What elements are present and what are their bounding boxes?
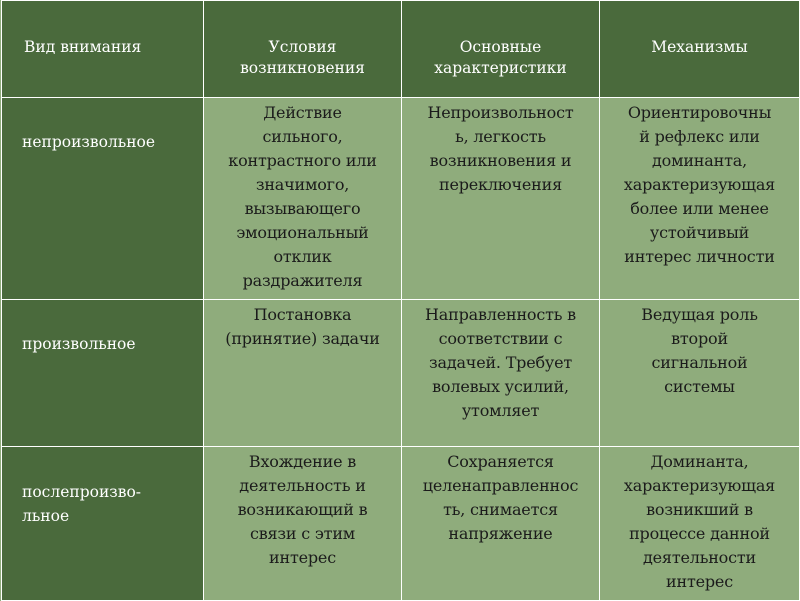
mechanisms-cell: Доминанта, характеризующая возникший в процессе данной деятельности интерес (600, 447, 800, 601)
header-row (2, 1, 800, 98)
header-characteristics: Основные характеристики (402, 1, 600, 98)
conditions-cell: Действие сильного, контрастного или значимого, вызывающего эмоциональный отклик раздражителя (204, 98, 402, 300)
characteristics-cell: Сохраняется целенаправленнос ть, снимается напряжение (402, 447, 600, 601)
mechanisms-cell: Ориентировочны й рефлекс или доминанта, характеризующая более или менее устойчивый интерес личности (600, 98, 800, 300)
attention-types-table (1, 0, 800, 601)
row-type-cell: произвольное (2, 300, 204, 447)
mechanisms-cell: Ведущая роль второй сигнальной системы (600, 300, 800, 447)
row-type-cell: послепроизво- льное (2, 447, 204, 601)
table-row (2, 447, 800, 601)
header-type: Вид внимания (2, 1, 204, 98)
conditions-cell: Вхождение в деятельность и возникающий в связи с этим интерес (204, 447, 402, 601)
characteristics-cell: Непроизвольност ь, легкость возникновения и переключения (402, 98, 600, 300)
row-type-cell: непроизвольное (2, 98, 204, 300)
table-row (2, 300, 800, 447)
header-mechanisms: Механизмы (600, 1, 800, 98)
header-conditions: Условия возникновения (204, 1, 402, 98)
characteristics-cell: Направленность в соответствии с задачей. Требует волевых усилий, утомляет (402, 300, 600, 447)
table-row (2, 98, 800, 300)
conditions-cell: Постановка (принятие) задачи (204, 300, 402, 447)
